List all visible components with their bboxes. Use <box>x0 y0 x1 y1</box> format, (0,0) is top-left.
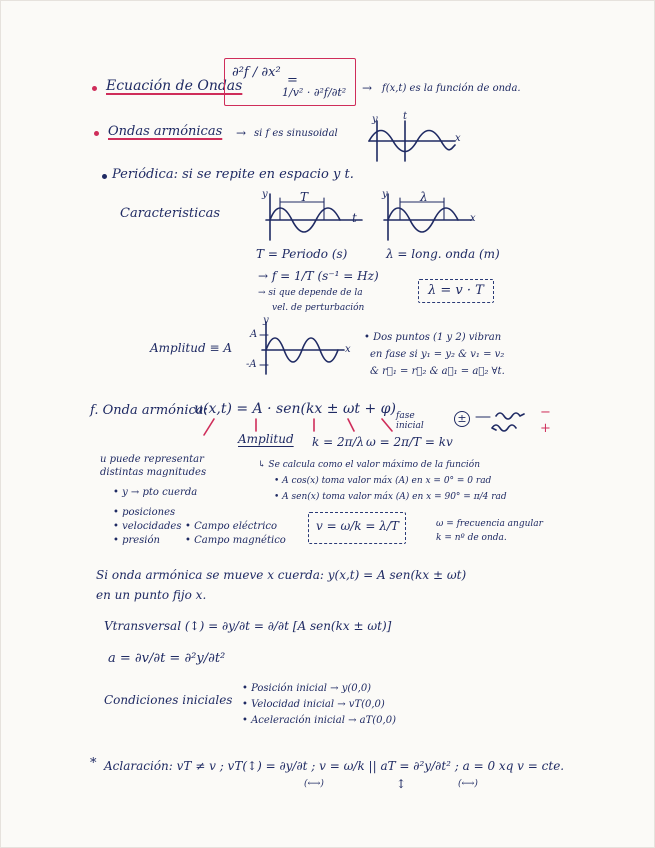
represent-line-1: u puede representar <box>100 454 204 465</box>
harmonic-sine-sketch <box>365 115 465 165</box>
wavelength-definition: λ = long. onda (m) <box>386 247 500 261</box>
harmonic-wave-title: f. Onda armónica: <box>90 403 208 418</box>
magnitude-velocities: • velocidades <box>113 521 182 532</box>
velocity-formula: v = ω/k = λ/T <box>316 519 399 533</box>
angular-frequency-formula: ω = 2π/T = kv <box>366 435 453 449</box>
wave-eq-description: f(x,t) es la función de onda. <box>382 83 521 94</box>
wavenumber-definition: k = nº de onda. <box>436 533 507 543</box>
initial-acceleration: • Aceleración inicial → aT(0,0) <box>242 715 396 726</box>
wavelength-sine-sketch <box>382 190 482 245</box>
period-definition: T = Periodo (s) <box>256 247 348 261</box>
phase-points-line-3: & r⃗₁ = r⃗₂ & a⃗₁ = a⃗₂ ∀t. <box>370 366 505 377</box>
clarification-star: * <box>90 756 97 771</box>
lambda-vt-equation: λ = v · T <box>428 283 484 298</box>
rope-wave-line-2: en un punto fijo x. <box>96 588 207 602</box>
magnitude-rope-point: • y → pto cuerda <box>113 487 198 498</box>
characteristics-heading: Caracteristicas <box>120 206 220 221</box>
initial-conditions-label: Condiciones iniciales <box>104 693 233 707</box>
frequency-definition: → f = 1/T (s⁻¹ = Hz) <box>258 269 379 283</box>
harmonic-axis-t: t <box>403 111 408 122</box>
wave-equation-title: Ecuación de Ondas <box>106 78 243 94</box>
plus-sign: + <box>540 421 551 436</box>
amplitude-label: Amplitud ≡ A <box>150 341 232 355</box>
periodic-title: Periódica: si se repite en espacio y t. <box>112 167 354 182</box>
amplitude-axis-A: A <box>250 329 258 340</box>
period-axis-y: y <box>262 189 268 200</box>
initial-phase-note: fase inicial <box>396 411 424 431</box>
initial-velocity: • Velocidad inicial → vT(0,0) <box>242 699 385 710</box>
frequency-note-2: vel. de perturbación <box>272 303 365 313</box>
transverse-velocity-formula: Vtransversal (↕) = ∂y/∂t = ∂/∂t [A sen(kx ± ωt)] <box>104 619 392 633</box>
period-axis-t: t <box>352 211 357 225</box>
harmonic-waves-title: Ondas armónicas <box>108 124 223 139</box>
phase-points-line-1: • Dos puntos (1 y 2) vibran <box>364 332 502 343</box>
amplitude-sin-note: • A sen(x) toma valor máx (A) en x = 90° = π/4 rad <box>274 492 507 502</box>
bullet-dot <box>92 86 97 91</box>
minus-sign: − <box>540 405 551 420</box>
bullet-dot <box>94 131 99 136</box>
wave-eq-rhs: 1/v² · ∂²f/∂t² <box>282 86 347 99</box>
plus-minus-circle: ± <box>454 411 470 427</box>
amplitude-axis-y: y <box>263 315 269 326</box>
amplitude-axis-x: x <box>345 344 351 355</box>
wavelength-axis-x: x <box>470 213 476 224</box>
magnitude-positions: • posiciones <box>113 507 176 518</box>
wavelength-axis-y: y <box>382 189 388 200</box>
represent-line-2: distintas magnitudes <box>100 467 207 478</box>
wavenumber-formula: k = 2π/λ <box>312 435 365 449</box>
harmonic-wave-equation: u(x,t) = A · sen(kx ± ωt + φ) <box>194 401 396 417</box>
wave-eq-lhs: ∂²f / ∂x² <box>232 65 281 80</box>
frequency-note-1: → si que depende de la <box>258 288 363 298</box>
bullet-dot <box>102 174 107 179</box>
magnitude-pressure: • presión <box>113 535 160 546</box>
harmonic-axis-x: x <box>455 133 461 144</box>
wave-eq-equals: = <box>287 73 298 88</box>
amplitude-cos-note: • A cos(x) toma valor máx (A) en x = 0° = 0 rad <box>274 476 492 486</box>
amplitude-calc-note: ↳ Se calcula como el valor máximo de la función <box>258 460 481 470</box>
wavelength-lambda-label: λ <box>420 190 428 204</box>
amplitude-annotation: Amplitud <box>238 432 294 446</box>
harmonic-description: si f es sinusoidal <box>254 128 338 139</box>
magnitude-electric-field: • Campo eléctrico <box>185 521 278 532</box>
phase-points-line-2: en fase si y₁ = y₂ & v₁ = v₂ <box>370 349 505 360</box>
clarification-arrow-1: (⟷) <box>304 779 324 789</box>
clarification-arrow-2: ↕ <box>396 777 407 791</box>
amplitude-axis-minus-A: -A <box>246 359 257 370</box>
harmonic-arrow: → <box>236 126 247 140</box>
acceleration-formula: a = ∂v/∂t = ∂²y/∂t² <box>108 651 226 666</box>
magnitude-magnetic-field: • Campo magnético <box>185 535 286 546</box>
clarification-arrow-3: (⟷) <box>458 779 478 789</box>
harmonic-axis-y: y <box>372 114 378 125</box>
amplitude-sine-sketch <box>256 315 351 378</box>
period-T-label: T <box>300 190 309 204</box>
wave-eq-arrow: → <box>362 81 373 95</box>
initial-position: • Posición inicial → y(0,0) <box>242 683 372 694</box>
angular-frequency-definition: ω = frecuencia angular <box>436 519 543 529</box>
clarification-text: Aclaración: vT ≠ v ; vT(↕) = ∂y/∂t ; v = ω/k || aT = ∂²y/∂t² ; a = 0 xq v = cte. <box>104 759 565 773</box>
rope-wave-line-1: Si onda armónica se mueve x cuerda: y(x,t) = A sen(kx ± ωt) <box>96 568 467 582</box>
